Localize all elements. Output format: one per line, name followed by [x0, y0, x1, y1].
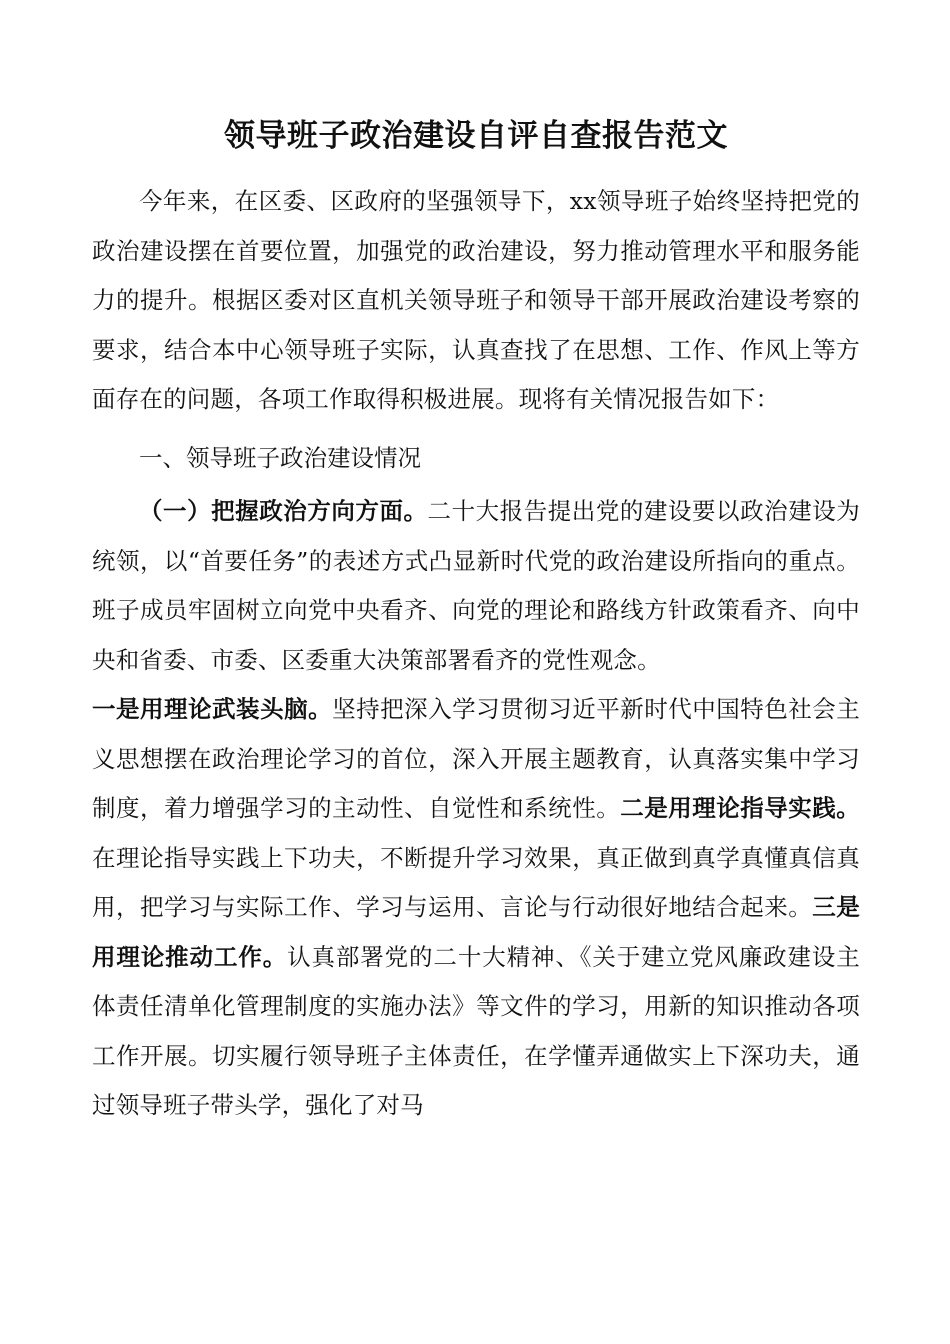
points-paragraph — [92, 685, 860, 1131]
point-three-text: 认真部署党的二十大精神、《关于建立党风廉政建设主体责任清单化管理制度的实施办法》等文件的学习，用新的知识推动各项工作开展。切实履行领导班子主体责任，在学懂弄通做实上下深功夫，通过领导班子带头学，强化了对马 — [92, 942, 860, 1119]
point-two-label: 二是用理论指导实践。 — [620, 794, 861, 822]
subsection-text: 二十大报告提出党的建设要以政治建设为统领，以“首要任务”的表述方式凸显新时代党的政治建设所指向的重点。班子成员牢固树立向党中央看齐、向党的理论和路线方针政策看齐、向中央和省委、市委、区委重大决策部署看齐的党性观念。 — [92, 497, 860, 674]
document-title: 领导班子政治建设自评自查报告范文 — [224, 118, 728, 154]
body-paragraph — [92, 487, 860, 685]
point-two-text: 在理论指导实践上下功夫，不断提升学习效果，真正做到真学真懂真信真用，把学习与实际工作、学习与运用、言论与行动很好地结合起来。 — [92, 843, 860, 921]
intro-paragraph: 今年来，在区委、区政府的坚强领导下，xx领导班子始终坚持把党的政治建设摆在首要位置，加强党的政治建设，努力推动管理水平和服务能力的提升。根据区委对区直机关领导班子和领导干部开展政治建设考察的要求，结合本中心领导班子实际，认真查找了在思想、工作、作风上等方面存在的问题，各项工作取得积极进展。现将有关情况报告如下： — [92, 187, 860, 413]
subsection-label: （一）把握政治方向方面。 — [139, 497, 428, 525]
point-three-label: 三是用理论推动工作。 — [92, 893, 861, 971]
section-heading: 一、领导班子政治建设情况 — [139, 443, 421, 472]
document-page — [92, 112, 860, 1131]
point-one-text: 坚持把深入学习贯彻习近平新时代中国特色社会主义思想摆在政治理论学习的首位，深入开展主题教育，认真落实集中学习制度，着力增强学习的主动性、自觉性和系统性。 — [92, 695, 861, 822]
point-one-label: 一是用理论武装头脑。 — [92, 695, 333, 723]
